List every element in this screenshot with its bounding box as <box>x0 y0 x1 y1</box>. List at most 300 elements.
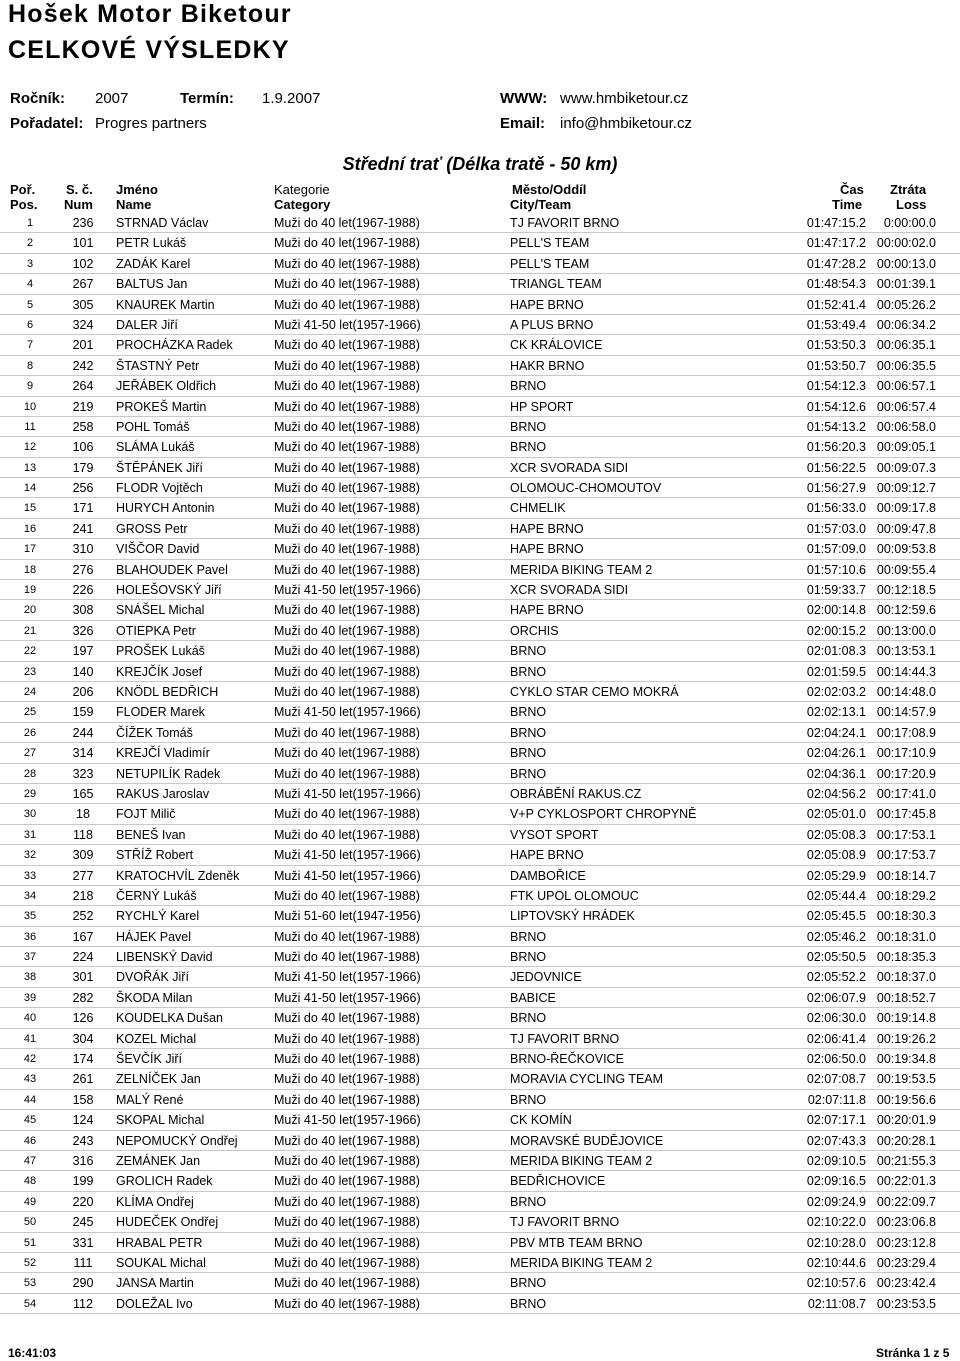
row-category: Muži do 40 let(1967-1988) <box>274 236 420 251</box>
row-team: MERIDA BIKING TEAM 2 <box>510 562 653 577</box>
row-start-number: 174 <box>72 1052 94 1067</box>
row-loss: 00:17:53.7 <box>876 848 936 863</box>
row-team: BRNO <box>510 419 547 434</box>
row-start-number: 179 <box>72 460 94 475</box>
row-time: 02:02:13.1 <box>806 705 866 720</box>
event-title: Hošek Motor Biketour <box>8 0 292 28</box>
row-name: SNÁŠEL Michal <box>116 603 205 618</box>
row-time: 02:06:41.4 <box>806 1031 866 1046</box>
row-category: Muži do 40 let(1967-1988) <box>274 277 420 292</box>
row-category: Muži do 40 let(1967-1988) <box>274 1215 420 1230</box>
row-name: PROCHÁZKA Radek <box>116 338 233 353</box>
row-loss: 00:21:55.3 <box>876 1153 936 1168</box>
row-position: 46 <box>23 1134 37 1147</box>
row-time: 02:06:50.0 <box>806 1052 866 1067</box>
col-pos-en: Pos. <box>10 197 38 212</box>
row-time: 02:05:45.5 <box>806 909 866 924</box>
row-team: A PLUS BRNO <box>510 317 594 332</box>
row-category: Muži do 40 let(1967-1988) <box>274 725 420 740</box>
row-category: Muži do 40 let(1967-1988) <box>274 1031 420 1046</box>
row-position: 27 <box>23 747 37 760</box>
table-row <box>0 886 960 906</box>
row-start-number: 241 <box>72 521 94 536</box>
row-name: KREJČÍK Josef <box>116 664 203 679</box>
row-name: JEŘÁBEK Oldřich <box>116 379 217 394</box>
table-row <box>0 356 960 376</box>
col-time-cz: Čas <box>840 182 864 197</box>
row-position: 24 <box>23 685 37 698</box>
email-label: Email: <box>500 115 546 132</box>
row-loss: 00:12:18.5 <box>876 583 936 598</box>
row-category: Muži do 40 let(1967-1988) <box>274 501 420 516</box>
row-time: 02:05:29.9 <box>806 868 866 883</box>
row-position: 19 <box>23 584 37 597</box>
row-loss: 00:23:29.4 <box>876 1255 936 1270</box>
row-team: CK KRÁLOVICE <box>510 338 603 353</box>
row-position: 8 <box>26 359 34 372</box>
row-category: Muži do 40 let(1967-1988) <box>274 521 420 536</box>
row-start-number: 258 <box>72 419 94 434</box>
row-loss: 00:09:17.8 <box>876 501 936 516</box>
row-loss: 00:23:53.5 <box>876 1296 936 1311</box>
row-loss: 00:09:47.8 <box>876 521 936 536</box>
row-name: HUDEČEK Ondřej <box>116 1215 219 1230</box>
row-position: 12 <box>23 441 37 454</box>
row-start-number: 309 <box>72 848 94 863</box>
row-position: 5 <box>26 298 34 311</box>
row-name: KRATOCHVÍL Zdeněk <box>116 868 240 883</box>
row-start-number: 165 <box>72 786 94 801</box>
row-category: Muži do 40 let(1967-1988) <box>274 379 420 394</box>
row-position: 32 <box>23 849 37 862</box>
row-team: CYKLO STAR CEMO MOKRÁ <box>510 684 679 699</box>
row-position: 26 <box>23 726 37 739</box>
row-category: Muži do 40 let(1967-1988) <box>274 481 420 496</box>
row-name: RYCHLÝ Karel <box>116 909 200 924</box>
row-position: 18 <box>23 563 37 576</box>
table-row <box>0 478 960 498</box>
row-position: 7 <box>26 339 34 352</box>
row-time: 02:10:22.0 <box>806 1215 866 1230</box>
table-row <box>0 988 960 1008</box>
row-category: Muži do 40 let(1967-1988) <box>274 256 420 271</box>
table-row <box>0 784 960 804</box>
row-start-number: 218 <box>72 888 94 903</box>
col-name-cz: Jméno <box>116 182 158 197</box>
row-name: STŘÍŽ Robert <box>116 848 194 863</box>
row-position: 20 <box>23 604 37 617</box>
row-start-number: 304 <box>72 1031 94 1046</box>
row-team: HAPE BRNO <box>510 521 584 536</box>
row-category: Muži 41-50 let(1957-1966) <box>274 848 421 863</box>
table-row <box>0 295 960 315</box>
row-category: Muži do 40 let(1967-1988) <box>274 358 420 373</box>
row-position: 22 <box>23 645 37 658</box>
row-loss: 00:20:01.9 <box>876 1113 936 1128</box>
table-row <box>0 233 960 253</box>
row-team: BRNO <box>510 950 547 965</box>
row-loss: 00:18:37.0 <box>876 970 936 985</box>
table-row <box>0 1090 960 1110</box>
row-loss: 00:09:53.8 <box>876 542 936 557</box>
row-name: BENEŠ Ivan <box>116 827 186 842</box>
row-name: HOLEŠOVSKÝ Jiří <box>116 583 222 598</box>
col-num-cz: S. č. <box>66 182 93 197</box>
row-start-number: 308 <box>72 603 94 618</box>
row-name: FLODER Marek <box>116 705 205 720</box>
row-time: 02:07:08.7 <box>806 1072 866 1087</box>
row-loss: 00:17:45.8 <box>876 807 936 822</box>
row-position: 9 <box>26 380 34 393</box>
table-row <box>0 1192 960 1212</box>
row-start-number: 305 <box>72 297 94 312</box>
row-position: 11 <box>24 420 36 433</box>
row-name: ČÍŽEK Tomáš <box>116 725 193 740</box>
row-team: PBV MTB TEAM BRNO <box>510 1235 643 1250</box>
poradatel-value: Progres partners <box>95 115 207 132</box>
row-start-number: 101 <box>72 236 94 251</box>
row-name: VIŠČOR David <box>116 542 200 557</box>
row-category: Muži do 40 let(1967-1988) <box>274 746 420 761</box>
row-loss: 00:17:08.9 <box>876 725 936 740</box>
col-cat-cz: Kategorie <box>274 182 330 197</box>
row-name: ŠTASTNÝ Petr <box>116 358 200 373</box>
row-loss: 00:18:14.7 <box>876 868 936 883</box>
row-position: 45 <box>23 1114 37 1127</box>
row-start-number: 244 <box>72 725 94 740</box>
row-category: Muži do 40 let(1967-1988) <box>274 419 420 434</box>
row-start-number: 111 <box>73 1255 93 1270</box>
col-num-en: Num <box>64 197 93 212</box>
table-row <box>0 1171 960 1191</box>
track-title: Střední trať (Délka tratě - 50 km) <box>342 154 618 174</box>
row-team: V+P CYKLOSPORT CHROPYNĚ <box>510 807 697 822</box>
row-time: 02:01:08.3 <box>806 644 866 659</box>
row-time: 02:02:03.2 <box>806 684 866 699</box>
row-category: Muži do 40 let(1967-1988) <box>274 1133 420 1148</box>
row-loss: 00:06:35.1 <box>876 338 936 353</box>
row-position: 39 <box>23 991 37 1004</box>
table-row <box>0 723 960 743</box>
row-team: VYSOT SPORT <box>510 827 599 842</box>
row-loss: 00:06:57.1 <box>876 379 936 394</box>
row-start-number: 243 <box>72 1133 94 1148</box>
table-row <box>0 825 960 845</box>
row-loss: 00:17:20.9 <box>876 766 936 781</box>
col-name-en: Name <box>116 197 152 212</box>
table-row <box>0 702 960 722</box>
row-time: 01:48:54.3 <box>806 277 866 292</box>
row-position: 48 <box>23 1175 37 1188</box>
row-start-number: 242 <box>72 358 94 373</box>
row-position: 42 <box>23 1053 37 1066</box>
col-cat-en: Category <box>274 197 331 212</box>
row-team: BABICE <box>510 990 556 1005</box>
row-loss: 00:17:10.9 <box>876 746 936 761</box>
row-category: Muži do 40 let(1967-1988) <box>274 929 420 944</box>
col-loss-cz: Ztráta <box>890 182 927 197</box>
row-name: STRNAD Václav <box>116 216 209 230</box>
row-category: Muži do 40 let(1967-1988) <box>274 1296 420 1311</box>
row-position: 49 <box>23 1195 37 1208</box>
row-team: TRIANGL TEAM <box>510 277 602 292</box>
row-name: KOUDELKA Dušan <box>116 1011 223 1026</box>
row-time: 02:07:43.3 <box>806 1133 866 1148</box>
row-loss: 00:09:55.4 <box>876 562 936 577</box>
row-time: 02:05:01.0 <box>806 807 866 822</box>
table-row <box>0 804 960 824</box>
row-start-number: 167 <box>72 929 94 944</box>
table-row <box>0 519 960 539</box>
row-loss: 00:01:39.1 <box>876 277 936 292</box>
termin-value: 1.9.2007 <box>262 90 321 107</box>
row-loss: 00:00:02.0 <box>876 236 936 251</box>
row-start-number: 310 <box>72 542 94 557</box>
row-start-number: 331 <box>72 1235 94 1250</box>
row-team: MERIDA BIKING TEAM 2 <box>510 1255 653 1270</box>
row-start-number: 112 <box>73 1296 93 1311</box>
table-row <box>0 560 960 580</box>
table-row <box>0 764 960 784</box>
row-position: 52 <box>23 1256 37 1269</box>
row-name: KREJČÍ Vladimír <box>116 746 210 761</box>
table-row <box>0 539 960 559</box>
row-team: HAPE BRNO <box>510 297 584 312</box>
row-team: BRNO-ŘEČKOVICE <box>510 1052 624 1067</box>
row-position: 14 <box>23 482 37 495</box>
table-row <box>0 274 960 294</box>
row-position: 43 <box>23 1073 37 1086</box>
row-team: ORCHIS <box>510 623 559 638</box>
row-category: Muži do 40 let(1967-1988) <box>274 460 420 475</box>
row-name: NETUPILÍK Radek <box>116 766 221 781</box>
row-start-number: 256 <box>72 481 94 496</box>
table-row <box>0 580 960 600</box>
row-time: 01:57:03.0 <box>806 521 866 536</box>
row-loss: 00:22:09.7 <box>876 1194 936 1209</box>
row-time: 02:05:08.3 <box>806 827 866 842</box>
row-start-number: 323 <box>72 766 94 781</box>
row-team: BRNO <box>510 929 547 944</box>
row-start-number: 219 <box>72 399 94 414</box>
col-team-cz: Město/Oddíl <box>512 182 587 197</box>
row-time: 01:47:28.2 <box>806 256 866 271</box>
row-loss: 0:00:00.0 <box>883 216 936 230</box>
row-time: 01:57:09.0 <box>806 542 866 557</box>
row-loss: 00:05:26.2 <box>876 297 936 312</box>
row-team: HAKR BRNO <box>510 358 585 373</box>
row-time: 01:47:17.2 <box>806 236 866 251</box>
row-time: 01:53:49.4 <box>806 317 866 332</box>
row-category: Muži do 40 let(1967-1988) <box>274 1194 420 1209</box>
table-row <box>0 866 960 886</box>
row-category: Muži do 40 let(1967-1988) <box>274 888 420 903</box>
row-loss: 00:06:57.4 <box>876 399 936 414</box>
row-category: Muži do 40 let(1967-1988) <box>274 1276 420 1291</box>
table-row <box>0 498 960 518</box>
row-category: Muži do 40 let(1967-1988) <box>274 1255 420 1270</box>
row-team: TJ FAVORIT BRNO <box>510 216 620 230</box>
row-position: 15 <box>23 502 37 515</box>
row-position: 3 <box>26 257 34 270</box>
table-header <box>0 180 960 212</box>
row-time: 01:56:22.5 <box>806 460 866 475</box>
row-name: HRABAL PETR <box>116 1235 203 1250</box>
row-name: KNÖDL BEDŘICH <box>116 684 219 699</box>
row-team: PELL'S TEAM <box>510 256 590 271</box>
table-row <box>0 1273 960 1293</box>
row-loss: 00:18:31.0 <box>876 929 936 944</box>
row-time: 02:07:11.8 <box>807 1092 866 1107</box>
rocnik-value: 2007 <box>95 90 129 107</box>
row-team: PELL'S TEAM <box>510 236 590 251</box>
row-position: 2 <box>26 237 34 250</box>
row-team: XCR SVORADA SIDI <box>510 583 629 598</box>
row-position: 37 <box>23 951 37 964</box>
row-time: 02:10:28.0 <box>806 1235 866 1250</box>
row-time: 02:04:26.1 <box>806 746 866 761</box>
row-loss: 00:19:53.5 <box>876 1072 936 1087</box>
row-team: MERIDA BIKING TEAM 2 <box>510 1153 653 1168</box>
row-team: MORAVIA CYCLING TEAM <box>510 1072 664 1087</box>
table-row <box>0 437 960 457</box>
col-loss-en: Loss <box>896 197 927 212</box>
table-row <box>0 1151 960 1171</box>
row-category: Muži 41-50 let(1957-1966) <box>274 786 421 801</box>
row-category: Muži do 40 let(1967-1988) <box>274 216 420 230</box>
row-category: Muži do 40 let(1967-1988) <box>274 1092 420 1107</box>
row-team: BRNO <box>510 1194 547 1209</box>
www-value: www.hmbiketour.cz <box>560 90 689 107</box>
row-start-number: 220 <box>72 1194 94 1209</box>
row-category: Muži do 40 let(1967-1988) <box>274 440 420 455</box>
row-start-number: 171 <box>72 501 94 516</box>
row-time: 02:11:08.7 <box>807 1296 866 1311</box>
row-category: Muži do 40 let(1967-1988) <box>274 664 420 679</box>
row-category: Muži 41-50 let(1957-1966) <box>274 317 421 332</box>
row-loss: 00:09:07.3 <box>876 460 936 475</box>
row-name: GROLICH Radek <box>116 1174 213 1189</box>
row-position: 13 <box>23 461 37 474</box>
row-start-number: 199 <box>72 1174 94 1189</box>
row-category: Muži 41-50 let(1957-1966) <box>274 990 421 1005</box>
row-loss: 00:09:12.7 <box>876 481 936 496</box>
row-team: CK KOMÍN <box>510 1113 572 1128</box>
row-start-number: 264 <box>72 379 94 394</box>
row-category: Muži do 40 let(1967-1988) <box>274 562 420 577</box>
row-team: HAPE BRNO <box>510 848 584 863</box>
row-position: 16 <box>23 522 37 535</box>
row-team: OBRÁBĚNÍ RAKUS.CZ <box>510 786 642 801</box>
row-team: BRNO <box>510 440 547 455</box>
col-time-en: Time <box>832 197 863 212</box>
row-start-number: 201 <box>72 338 94 353</box>
row-position: 36 <box>23 930 37 943</box>
row-name: NEPOMUCKÝ Ondřej <box>116 1133 238 1148</box>
row-team: JEDOVNICE <box>510 970 582 985</box>
row-name: PROKEŠ Martin <box>116 399 207 414</box>
results-table <box>0 213 960 1314</box>
row-position: 17 <box>23 543 37 556</box>
row-team: BEDŘICHOVICE <box>510 1174 606 1189</box>
row-start-number: 252 <box>72 909 94 924</box>
row-position: 38 <box>23 971 37 984</box>
row-name: SOUKAL Michal <box>116 1255 206 1270</box>
row-time: 02:10:57.6 <box>806 1276 866 1291</box>
row-position: 40 <box>23 1012 37 1025</box>
row-position: 47 <box>23 1154 37 1167</box>
table-row <box>0 600 960 620</box>
row-name: ZEMÁNEK Jan <box>116 1153 201 1168</box>
row-start-number: 124 <box>72 1113 94 1128</box>
row-loss: 00:22:01.3 <box>876 1174 936 1189</box>
row-start-number: 316 <box>72 1153 94 1168</box>
row-loss: 00:19:26.2 <box>876 1031 936 1046</box>
row-start-number: 224 <box>72 950 94 965</box>
row-start-number: 276 <box>72 562 94 577</box>
row-position: 21 <box>23 624 37 637</box>
poradatel-label: Pořadatel: <box>10 115 84 132</box>
row-team: HAPE BRNO <box>510 603 584 618</box>
row-position: 33 <box>23 869 37 882</box>
row-category: Muži 41-50 let(1957-1966) <box>274 583 421 598</box>
row-time: 02:05:44.4 <box>806 888 866 903</box>
row-time: 02:04:56.2 <box>806 786 866 801</box>
row-category: Muži do 40 let(1967-1988) <box>274 1235 420 1250</box>
table-row <box>0 1212 960 1232</box>
row-time: 01:47:15.2 <box>806 216 866 230</box>
row-start-number: 301 <box>72 970 94 985</box>
row-loss: 00:18:30.3 <box>876 909 936 924</box>
row-position: 1 <box>26 217 34 229</box>
row-loss: 00:23:42.4 <box>876 1276 936 1291</box>
row-team: LIPTOVSKÝ HRÁDEK <box>510 909 635 924</box>
row-team: BRNO <box>510 746 547 761</box>
row-start-number: 226 <box>72 583 94 598</box>
row-name: HURYCH Antonin <box>116 501 215 516</box>
row-name: BALTUS Jan <box>116 277 188 292</box>
row-position: 35 <box>23 910 37 923</box>
table-row <box>0 1110 960 1130</box>
row-position: 25 <box>23 706 37 719</box>
row-loss: 00:19:34.8 <box>876 1052 936 1067</box>
table-row <box>0 1069 960 1089</box>
row-team: XCR SVORADA SIDI <box>510 460 629 475</box>
row-start-number: 158 <box>72 1092 94 1107</box>
row-position: 54 <box>23 1297 37 1310</box>
row-category: Muži 41-50 let(1957-1966) <box>274 868 421 883</box>
row-start-number: 267 <box>72 277 94 292</box>
row-loss: 00:09:05.1 <box>876 440 936 455</box>
row-name: SLÁMA Lukáš <box>116 440 195 455</box>
row-time: 01:54:12.3 <box>806 379 866 394</box>
row-name: KLÍMA Ondřej <box>116 1194 194 1209</box>
row-start-number: 159 <box>72 705 94 720</box>
row-name: ŠKODA Milan <box>116 990 193 1005</box>
row-category: Muži do 40 let(1967-1988) <box>274 684 420 699</box>
row-position: 53 <box>23 1277 37 1290</box>
row-position: 44 <box>23 1093 37 1106</box>
table-row <box>0 315 960 335</box>
row-time: 01:53:50.3 <box>806 338 866 353</box>
row-loss: 00:06:34.2 <box>876 317 936 332</box>
row-loss: 00:00:13.0 <box>876 256 936 271</box>
rocnik-label: Ročník: <box>10 90 66 107</box>
row-loss: 00:17:53.1 <box>876 827 936 842</box>
row-time: 02:09:16.5 <box>806 1174 866 1189</box>
table-row <box>0 662 960 682</box>
row-time: 01:59:33.7 <box>806 583 866 598</box>
